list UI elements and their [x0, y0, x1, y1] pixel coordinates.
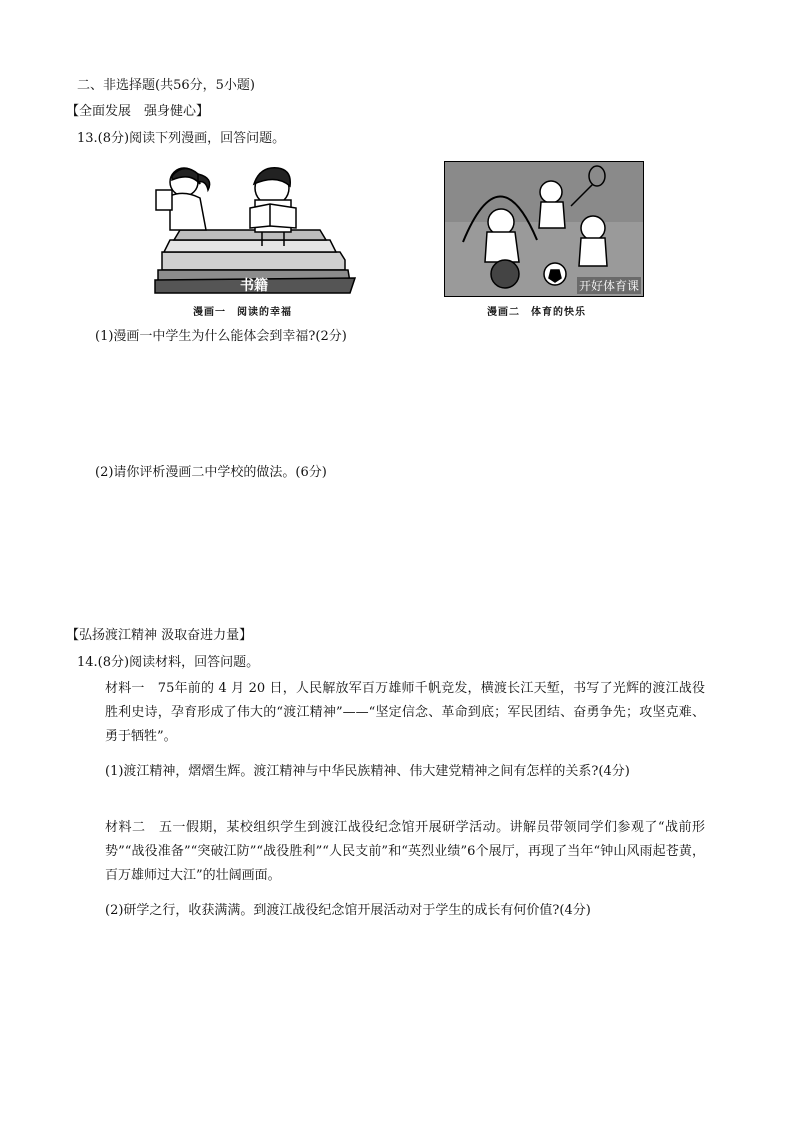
comic-2-banner: 开好体育课: [578, 279, 639, 293]
question-13-stem: 13.(8分)阅读下列漫画，回答问题。: [77, 131, 286, 146]
comic-1-book-text: 书籍: [240, 278, 268, 294]
question-14-sub-1: (1)渡江精神，熠熠生辉。渡江精神与中华民族精神、伟大建党精神之间有怎样的关系?(4分): [105, 764, 630, 779]
question-14-stem: 14.(8分)阅读材料，回答问题。: [77, 655, 260, 670]
question-14-sub-2: (2)研学之行，收获满满。到渡江战役纪念馆开展活动对于学生的成长有何价值?(4分): [105, 903, 591, 918]
comic-1-caption: 漫画一 阅读的幸福: [193, 307, 292, 318]
theme-heading-1: 【全面发展 强身健心】: [66, 104, 210, 119]
question-13-sub-2: (2)请你评析漫画二中学校的做法。(6分): [95, 465, 327, 480]
question-14-material-1: 材料一 75年前的 4 月 20 日，人民解放军百万雄师千帆竞发，横渡长江天堑，书写了光辉的渡江战役胜利史诗，孕育形成了伟大的“渡江精神”——“坚定信念、革命到底；军民团结、奋勇争先；攻坚克难、勇于牺牲”。: [105, 681, 705, 744]
question-14-material-2: 材料二 五一假期，某校组织学生到渡江战役纪念馆开展研学活动。讲解员带领同学们参观了“战前形势”“战役准备”“突破江防”“战役胜利”“人民支前”和“英烈业绩”6个展厅，再现了当年“钟山风雨起苍黄，百万雄师过大江”的壮阔画面。: [105, 820, 705, 883]
question-13-sub-1: (1)漫画一中学生为什么能体会到幸福?(2分): [95, 329, 347, 344]
comic-2-illustration: [444, 161, 644, 297]
comic-2-caption: 漫画二 体育的快乐: [487, 307, 586, 318]
section-title: 二、非选择题(共56分，5小题): [77, 78, 255, 93]
theme-heading-2: 【弘扬渡江精神 汲取奋进力量】: [66, 628, 253, 643]
comic-1-illustration: [150, 160, 360, 295]
